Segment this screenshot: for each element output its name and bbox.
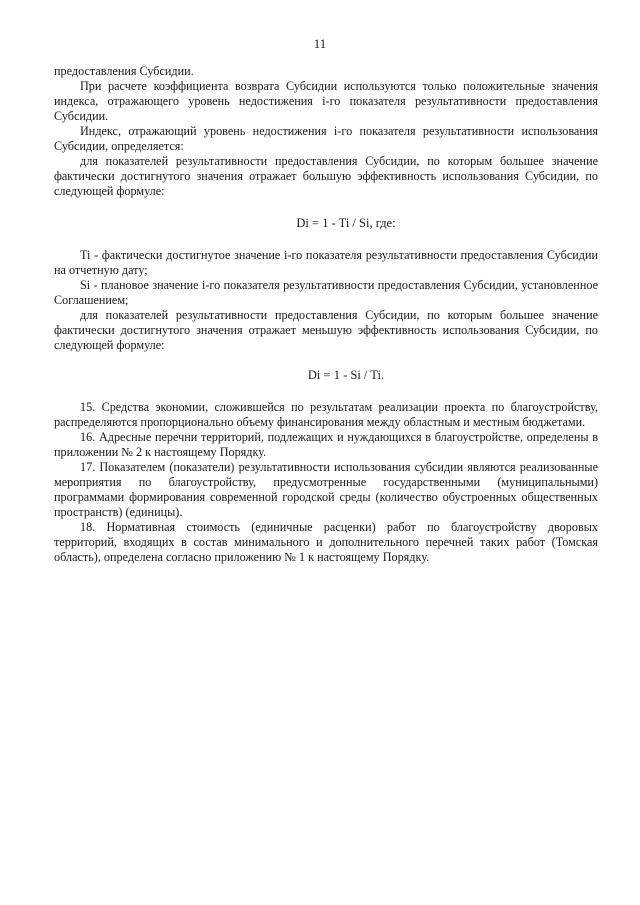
paragraph-item-15: 15. Средства экономии, сложившейся по результатам реализации проекта по благоустройству, распределяются пропорционально объему финансирования между областным и местным бюджетами. xyxy=(54,400,598,429)
formula-ti-si: Di = 1 - Ti / Si, где: xyxy=(296,216,396,230)
paragraph-si-definition: Si - плановое значение i-го показателя результативности предоставления Субсидии, установленное Соглашением; xyxy=(54,278,598,307)
formula-si-ti: Di = 1 - Si / Ti. xyxy=(307,368,385,382)
paragraph-index-definition: Индекс, отражающий уровень недостижения i-го показателя результативности использования Субсидии, определяется: xyxy=(54,124,598,153)
paragraph-continuation: предоставления Субсидии. xyxy=(54,64,194,78)
paragraph-positive-values: При расчете коэффициента возврата Субсидии используются только положительные значения индекса, отражающего уровень недостижения i-го показателя результативности предоставления Субсидии. xyxy=(54,79,598,123)
paragraph-item-16: 16. Адресные перечни территорий, подлежащих и нуждающихся в благоустройстве, определены в приложении № 2 к настоящему Порядку. xyxy=(54,430,598,459)
paragraph-ti-definition: Ti - фактически достигнутое значение i-го показателя результативности предоставления Субсидии на отчетную дату; xyxy=(54,248,598,277)
paragraph-item-18: 18. Нормативная стоимость (единичные расценки) работ по благоустройству дворовых территорий, входящих в состав минимального и дополнительного перечней таких работ (Томская область), определена согласно приложению № 1 к настоящему Порядку. xyxy=(54,520,598,564)
paragraph-item-17: 17. Показателем (показатели) результативности использования субсидии являются реализованные мероприятия по благоустройству, предусмотренные государственными (муниципальными) программами формирования современной городской среды (количество обустроенных общественных пространств) (единицы). xyxy=(54,460,598,519)
page-number: 11 xyxy=(313,36,327,51)
paragraph-case-greater-efficiency: для показателей результативности предоставления Субсидии, по которым большее значение фактически достигнутого значения отражает большую эффективность использования Субсидии, по следующей формуле: xyxy=(54,154,598,198)
paragraph-case-lesser-efficiency: для показателей результативности предоставления Субсидии, по которым большее значение фактически достигнутого значения отражает меньшую эффективность использования Субсидии, по следующей формуле: xyxy=(54,308,598,352)
document-body xyxy=(54,64,598,565)
